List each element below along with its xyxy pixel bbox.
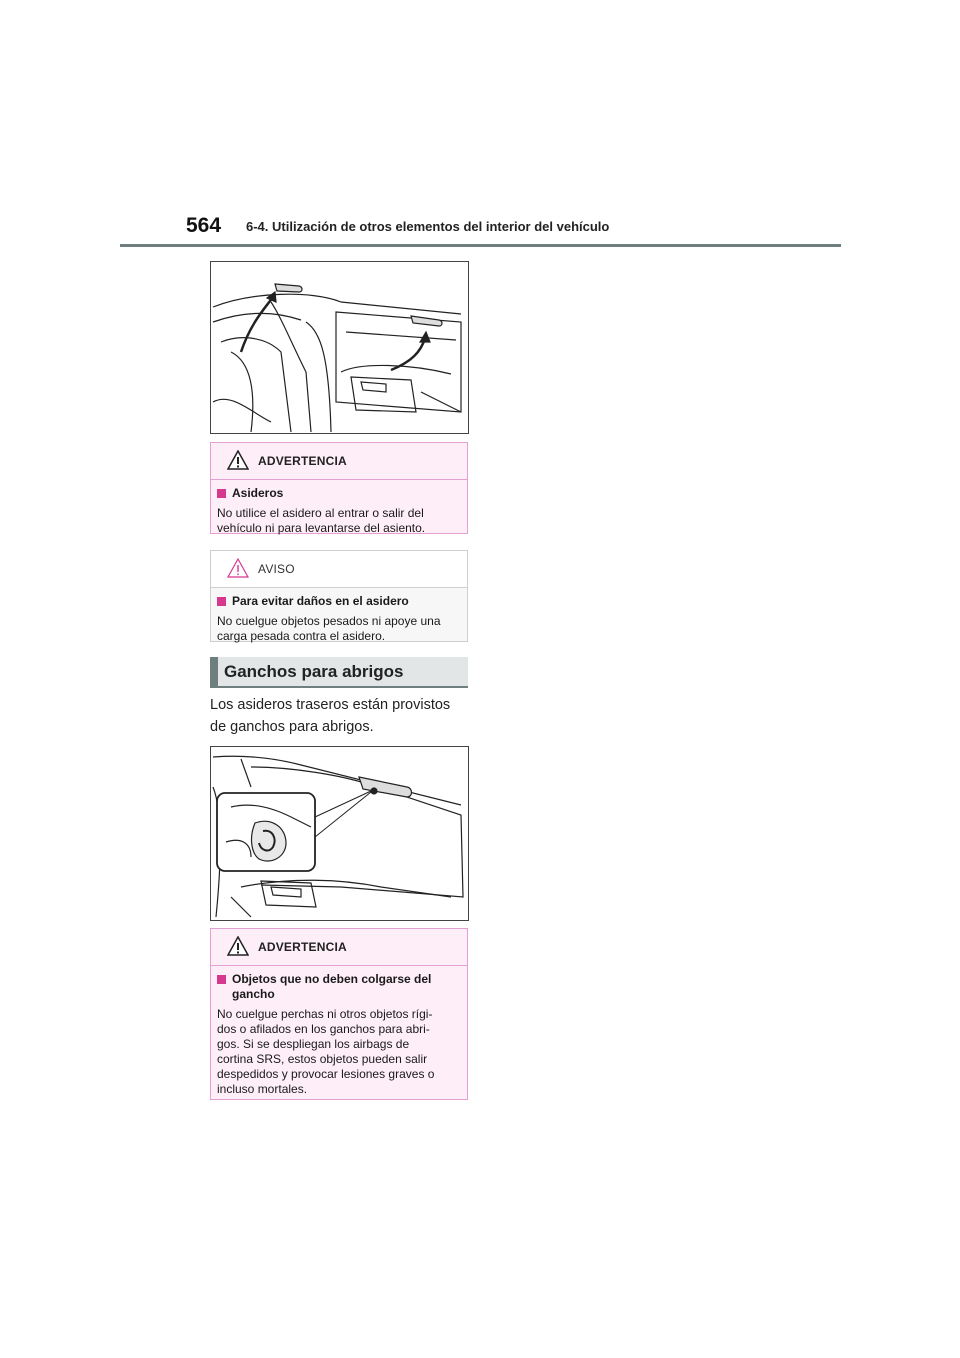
warning-label: ADVERTENCIA [258, 940, 347, 954]
coat-hook-illustration [210, 746, 469, 921]
section-title: 6-4. Utilización de otros elementos del interior del vehículo [246, 219, 610, 234]
notice-text: No cuelgue objetos pesados ni apoye una carga pesada contra el asidero. [217, 614, 441, 643]
subsection-title: Ganchos para abrigos [224, 662, 404, 681]
warning-box-asideros [210, 442, 468, 534]
body-paragraph: Los asideros traseros están provistos de ganchos para abrigos. [210, 697, 451, 735]
warning-header [211, 929, 467, 966]
warning-box-gancho [210, 928, 468, 1100]
notice-header [211, 551, 467, 588]
warning-title: Asideros [217, 486, 461, 501]
header-rule [120, 244, 841, 247]
page-number: 564 [186, 214, 222, 237]
notice-label: AVISO [258, 562, 295, 576]
warning-header [211, 443, 467, 480]
square-bullet-icon [217, 597, 226, 606]
assist-grip-illustration [210, 261, 469, 434]
warning-triangle-icon [227, 936, 249, 956]
notice-title: Para evitar daños en el asidero [217, 594, 461, 609]
heading-accent-bar [210, 657, 218, 686]
square-bullet-icon [217, 975, 226, 984]
notice-box-asidero [210, 550, 468, 642]
warning-text: No utilice el asidero al entrar o salir del vehículo ni para levantarse del asiento. [217, 506, 426, 535]
subsection-heading [210, 657, 468, 688]
warning-text: No cuelgue perchas ni otros objetos rígi- dos o afilados en los ganchos para abri- gos. Si se despliegan los airbags de cortina SRS, estos objetos pueden salir despedidos y provocar lesiones graves o incluso mortales. [217, 1007, 435, 1096]
warning-triangle-icon [227, 450, 249, 470]
caution-triangle-icon [227, 558, 249, 578]
square-bullet-icon [217, 489, 226, 498]
warning-title: Objetos que no deben colgarse del gancho [217, 972, 461, 1002]
warning-label: ADVERTENCIA [258, 454, 347, 468]
